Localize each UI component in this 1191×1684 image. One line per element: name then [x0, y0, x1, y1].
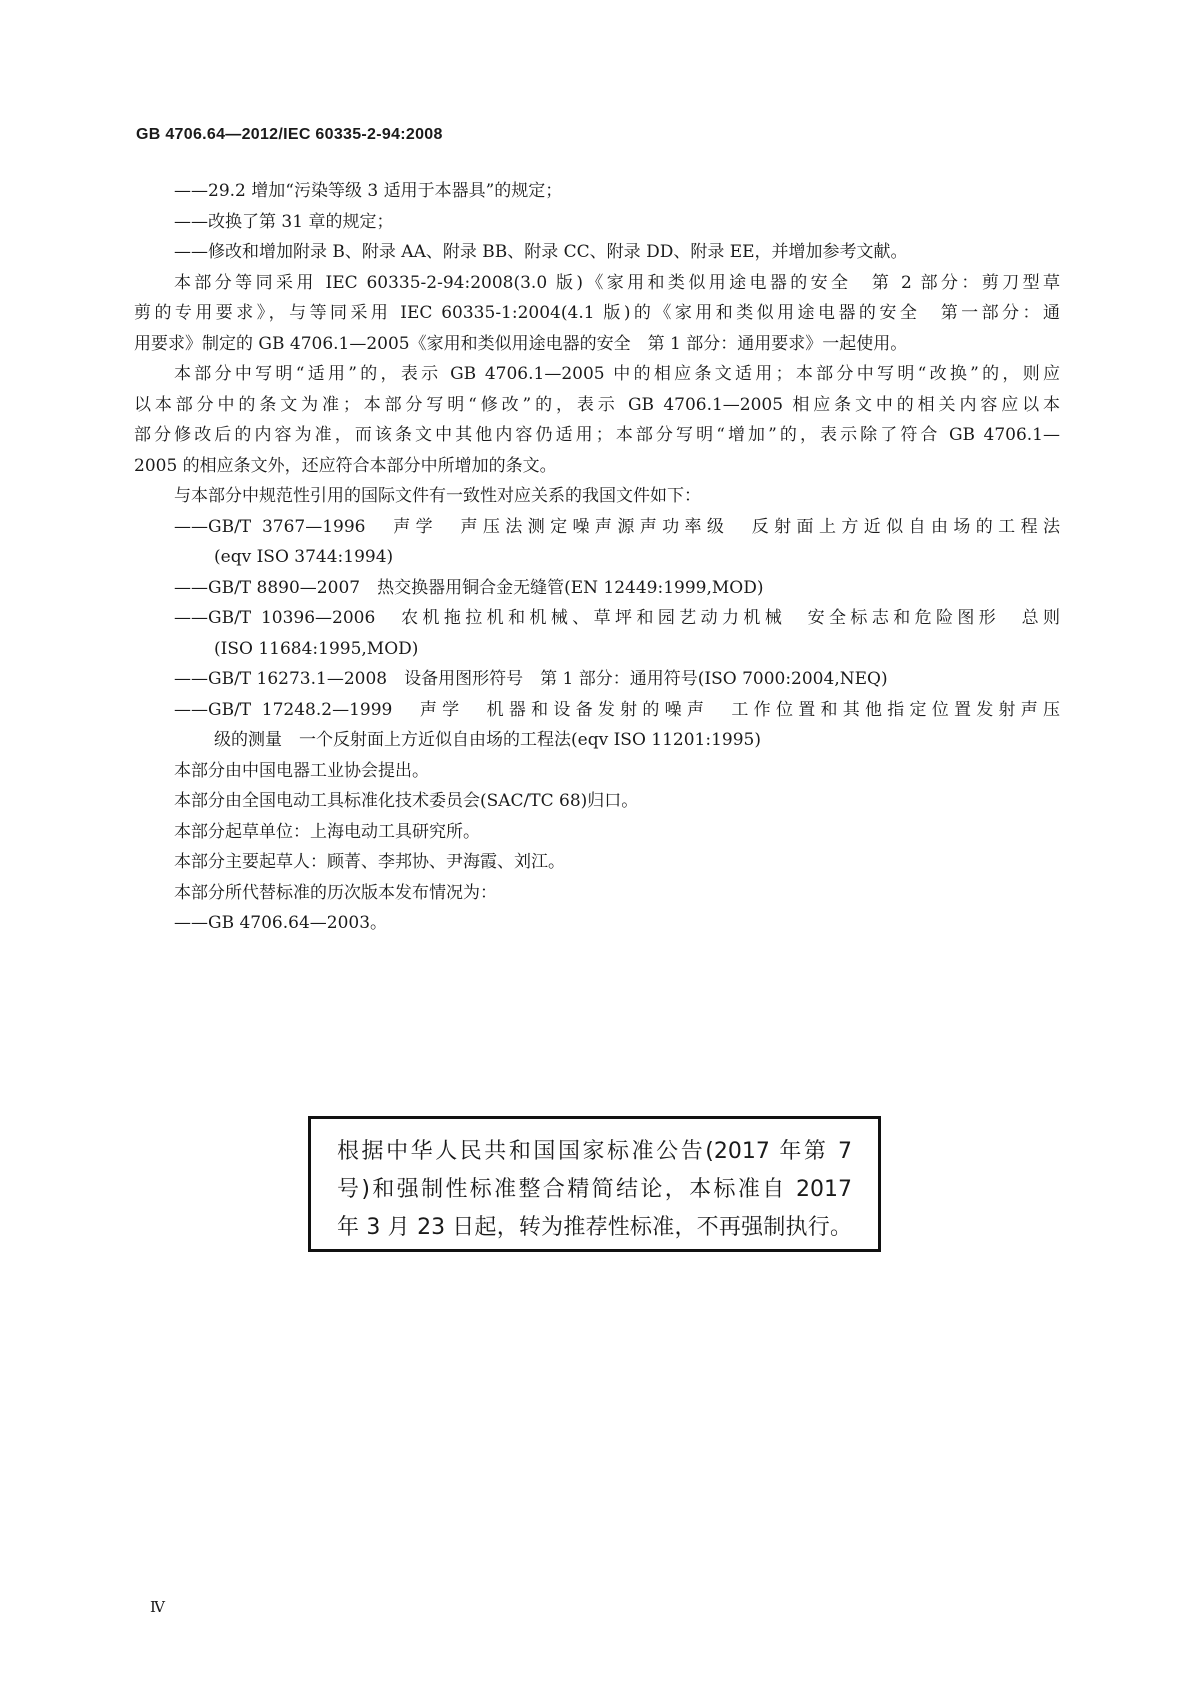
reference-item-5-cont: 级的测量 一个反射面上方近似自由场的工程法(eqv ISO 11201:1995)	[214, 730, 761, 750]
page-number: Ⅳ	[150, 1598, 165, 1616]
usage-paragraph-line-2: 以本部分中的条文为准；本部分写明“修改”的，表示 GB 4706.1—2005 相应条文中的相关内容应以本	[134, 394, 1060, 415]
change-item-3: ——修改和增加附录 B、附录 AA、附录 BB、附录 CC、附录 DD、附录 EE，并增加参考文献。	[174, 242, 908, 262]
reference-item-3-cont: (ISO 11684:1995,MOD)	[214, 638, 419, 659]
recommendation-notice-box	[308, 1116, 881, 1252]
notice-line-3: 年 3 月 23 日起，转为推荐性标准，不再强制执行。	[337, 1215, 852, 1240]
usage-paragraph-line-1: 本部分中写明“适用”的，表示 GB 4706.1—2005 中的相应条文适用；本部分中写明“改换”的，则应	[174, 364, 1060, 384]
change-item-1: ——29.2 增加“污染等级 3 适用于本器具”的规定；	[174, 181, 563, 201]
previous-version-item: ——GB 4706.64—2003。	[174, 913, 388, 933]
adoption-paragraph-line-1: 本部分等同采用 IEC 60335-2-94:2008(3.0 版)《家用和类似用途电器的安全 第 2 部分：剪刀型草	[174, 272, 1060, 293]
drafting-unit-statement: 本部分起草单位：上海电动工具研究所。	[174, 821, 480, 842]
usage-paragraph-line-3: 部分修改后的内容为准，而该条文中其他内容仍适用；本部分写明“增加”的，表示除了符合 GB 4706.1—	[134, 425, 1060, 445]
notice-line-1: 根据中华人民共和国国家标准公告(2017 年第 7	[337, 1139, 852, 1164]
reference-item-2: ——GB/T 8890—2007 热交换器用铜合金无缝管(EN 12449:1999,MOD)	[174, 577, 764, 598]
change-item-2: ——改换了第 31 章的规定；	[174, 211, 394, 232]
centralized-statement: 本部分由全国电动工具标准化技术委员会(SAC/TC 68)归口。	[174, 791, 639, 811]
adoption-paragraph-line-3: 用要求》制定的 GB 4706.1—2005《家用和类似用途电器的安全 第 1 部分：通用要求》一起使用。	[134, 333, 908, 354]
previous-versions-intro: 本部分所代替标准的历次版本发布情况为：	[174, 882, 497, 903]
reference-item-1-cont: (eqv ISO 3744:1994)	[214, 547, 394, 567]
document-body	[134, 176, 1060, 939]
notice-line-2: 号)和强制性标准整合精简结论，本标准自 2017	[337, 1177, 852, 1202]
drafters-statement: 本部分主要起草人：顾菁、李邦协、尹海霞、刘江。	[174, 852, 565, 872]
reference-item-1: ——GB/T 3767—1996 声学 声压法测定噪声源声功率级 反射面上方近似自由场的工程法	[174, 516, 1060, 537]
references-intro: 与本部分中规范性引用的国际文件有一致性对应关系的我国文件如下：	[174, 486, 701, 506]
proposer-statement: 本部分由中国电器工业协会提出。	[174, 760, 429, 781]
standard-id-header: GB 4706.64—2012/IEC 60335-2-94:2008	[136, 126, 443, 143]
usage-paragraph-line-4: 2005 的相应条文外，还应符合本部分中所增加的条文。	[134, 455, 557, 476]
adoption-paragraph-line-2: 剪的专用要求》，与等同采用 IEC 60335-1:2004(4.1 版)的《家用和类似用途电器的安全 第一部分：通	[134, 303, 1060, 323]
reference-item-5: ——GB/T 17248.2—1999 声学 机器和设备发射的噪声 工作位置和其他指定位置发射声压	[174, 699, 1060, 720]
reference-item-3: ——GB/T 10396—2006 农机拖拉机和机械、草坪和园艺动力机械 安全标志和危险图形 总则	[174, 608, 1060, 628]
reference-item-4: ——GB/T 16273.1—2008 设备用图形符号 第 1 部分：通用符号(ISO 7000:2004,NEQ)	[174, 669, 888, 689]
